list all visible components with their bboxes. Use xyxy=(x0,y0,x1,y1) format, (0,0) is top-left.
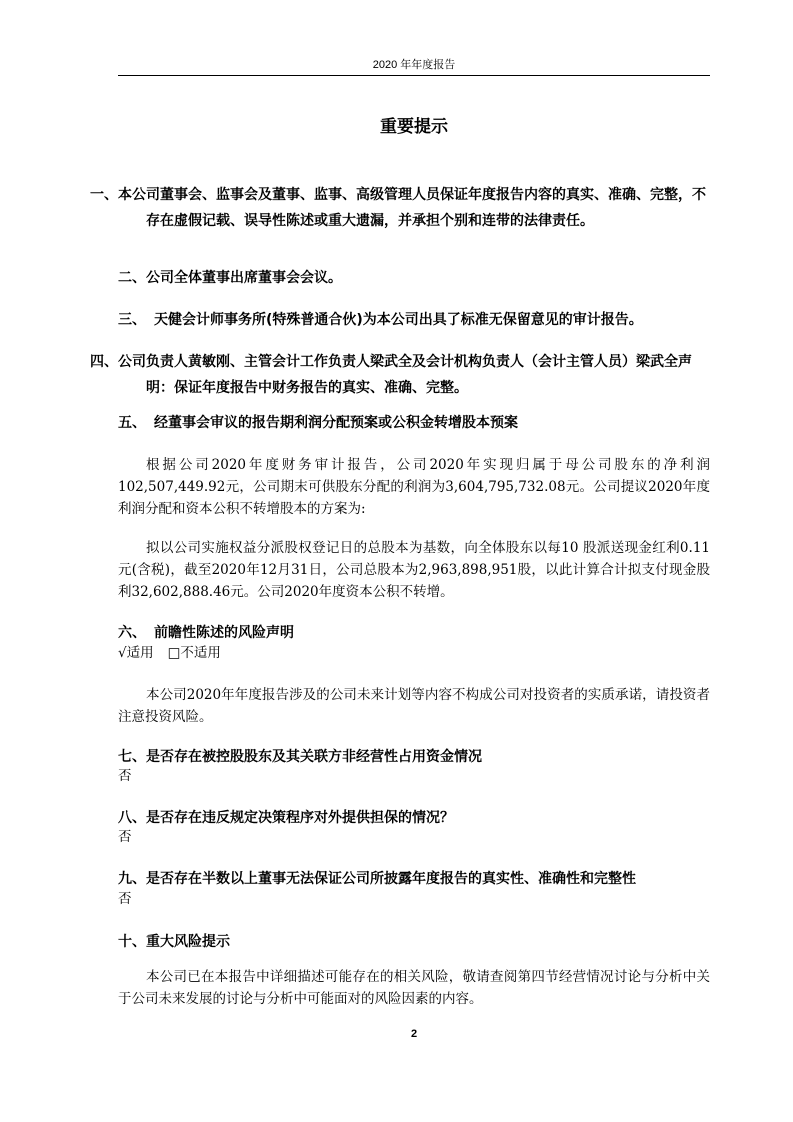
running-header: 2020 年年度报告 xyxy=(372,59,456,71)
page-number: 2 xyxy=(410,1028,418,1040)
section-9-number: 九、 xyxy=(118,871,146,887)
applicable-checked-option: √适用 xyxy=(118,645,154,661)
section-9-text: 是否存在半数以上董事无法保证公司所披露年度报告的真实性、准确性和完整性 xyxy=(146,871,636,887)
section-10-number: 十、 xyxy=(118,934,146,950)
section-3-number: 三、 xyxy=(118,312,146,328)
section-9-answer: 否 xyxy=(118,891,132,907)
section-4-text: 公司负责人黄敏刚、主管会计工作负责人梁武全及会计机构负责人（会计主管人员）梁武全声明：保证年度报告中财务报告的真实、准确、完整。 xyxy=(118,354,692,396)
section-3-heading xyxy=(118,307,710,333)
section-6-paragraph: 本公司2020年年度报告涉及的公司未来计划等内容不构成公司对投资者的实质承诺，请投资者注意投资风险。 xyxy=(118,687,710,725)
section-5-text: 经董事会审议的报告期利润分配预案或公积金转增股本预案 xyxy=(154,415,518,431)
header-divider xyxy=(118,75,710,76)
section-2-number: 二、 xyxy=(118,270,146,286)
section-10-heading xyxy=(118,929,710,955)
section-8-answer: 否 xyxy=(118,829,132,845)
page-title: 重要提示 xyxy=(380,117,448,137)
section-10-paragraph: 本公司已在本报告中详细描述可能存在的相关风险，敬请查阅第四节经营情况讨论与分析中关于公司未来发展的讨论与分析中可能面对的风险因素的内容。 xyxy=(118,969,710,1007)
section-2-heading xyxy=(118,265,710,291)
section-6-number: 六、 xyxy=(118,625,146,641)
section-1-heading: 一、本公司董事会、监事会及董事、监事、高级管理人员保证年度报告内容的真实、准确、完整，不存在虚假记载、误导性陈述或重大遗漏，并承担个别和连带的法律责任。 xyxy=(90,187,706,229)
section-6-text: 前瞻性陈述的风险声明 xyxy=(154,625,294,641)
section-5-heading xyxy=(118,410,710,436)
section-7-answer: 否 xyxy=(118,768,132,784)
section-2-text: 公司全体董事出席董事会会议。 xyxy=(146,270,342,286)
section-5-number: 五、 xyxy=(118,415,146,431)
section-8-text: 是否存在违反规定决策程序对外提供担保的情况？ xyxy=(146,810,454,826)
section-5-paragraph-1: 根据公司2020年度财务审计报告，公司2020年实现归属于母公司股东的净利润102,507,449.92元，公司期末可供股东分配的利润为3,604,795,732.08元。公司提议2020年度利润分配和资本公积不转增股本的方案为: xyxy=(118,457,710,517)
section-3-text: 天健会计师事务所(特殊普通合伙)为本公司出具了标准无保留意见的审计报告。 xyxy=(154,312,643,328)
section-6-applicability xyxy=(118,642,710,664)
not-applicable-option: □不适用 xyxy=(167,645,221,661)
section-8-number: 八、 xyxy=(118,810,146,826)
section-7-text: 是否存在被控股股东及其关联方非经营性占用资金情况 xyxy=(146,749,482,765)
section-1-text: 本公司董事会、监事会及董事、监事、高级管理人员保证年度报告内容的真实、准确、完整，不存在虚假记载、误导性陈述或重大遗漏，并承担个别和连带的法律责任。 xyxy=(118,187,706,229)
section-5-paragraph-2: 拟以公司实施权益分派股权登记日的总股本为基数，向全体股东以每10 股派送现金红利0.11元(含税)，截至2020年12月31日，公司总股本为2,963,898,951股，以此计算合计拟支付现金股利32,602,888.46元。公司2020年度资本公积不转增。 xyxy=(118,540,710,600)
section-10-text: 重大风险提示 xyxy=(146,934,230,950)
section-7-number: 七、 xyxy=(118,749,146,765)
section-4-heading: 四、公司负责人黄敏刚、主管会计工作负责人梁武全及会计机构负责人（会计主管人员）梁武全声明：保证年度报告中财务报告的真实、准确、完整。 xyxy=(90,354,692,396)
